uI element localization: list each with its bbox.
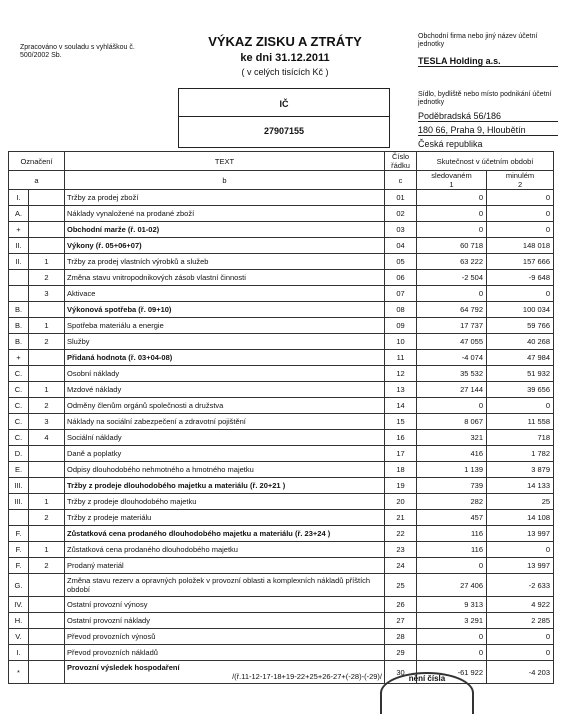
row-previous-value: 2 285 [487,613,554,629]
table-row [9,478,554,494]
row-previous-value: 148 018 [487,238,554,254]
row-line-number: 29 [385,645,417,661]
col-skutecnost-header: Skutečnost v účetním období [417,152,554,171]
row-mark: D. [9,446,29,462]
col-text-header: TEXT [65,152,385,171]
table-row [9,510,554,526]
row-mark: F. [9,542,29,558]
row-previous-value: 0 [487,645,554,661]
row-mark: B. [9,302,29,318]
row-sub: 2 [29,398,65,414]
table-row [9,318,554,334]
row-line-number: 09 [385,318,417,334]
row-sub [29,366,65,382]
row-sub [29,526,65,542]
col-cislo-header: Číslo řádku [385,152,417,171]
table-row [9,190,554,206]
row-sub: 1 [29,382,65,398]
row-text: Převod provozních výnosů [65,629,385,645]
row-text: Provozní výsledek hospodaření /(ř.11-12-17-18+19-22+25+26-27+(-28)-(-29)/ [65,661,385,684]
row-current-value: -2 504 [417,270,487,286]
row-previous-value: 40 268 [487,334,554,350]
row-text: Tržby za prodej zboží [65,190,385,206]
row-previous-value: 59 766 [487,318,554,334]
row-current-value: 3 291 [417,613,487,629]
row-text: Tržby z prodeje dlouhodobého majetku a materiálu (ř. 20+21 ) [65,478,385,494]
row-current-value: 0 [417,222,487,238]
table-row [9,382,554,398]
row-previous-value: 51 932 [487,366,554,382]
row-text: Výkonová spotřeba (ř. 09+10) [65,302,385,318]
col-sledovanem: sledovaném 1 [417,171,487,190]
row-previous-value: 13 997 [487,526,554,542]
row-line-number: 23 [385,542,417,558]
row-mark: III. [9,494,29,510]
row-current-value: 60 718 [417,238,487,254]
row-mark: * [9,661,29,684]
row-previous-value: 0 [487,629,554,645]
row-previous-value: 47 984 [487,350,554,366]
row-previous-value: 39 656 [487,382,554,398]
ic-box [178,88,390,148]
row-previous-value: 1 782 [487,446,554,462]
row-current-value: 0 [417,398,487,414]
row-previous-value: 100 034 [487,302,554,318]
row-text: Převod provozních nákladů [65,645,385,661]
row-previous-value: 11 558 [487,414,554,430]
row-current-value: 27 406 [417,574,487,597]
row-sub [29,597,65,613]
row-line-number: 18 [385,462,417,478]
row-line-number: 02 [385,206,417,222]
row-mark: C. [9,398,29,414]
row-mark: V. [9,629,29,645]
table-row [9,494,554,510]
table-row [9,542,554,558]
table-row [9,645,554,661]
row-line-number: 13 [385,382,417,398]
row-sub [29,350,65,366]
row-previous-value: 25 [487,494,554,510]
row-previous-value: 4 922 [487,597,554,613]
row-current-value: -61 922 [417,661,487,684]
row-text: Ostatní provozní náklady [65,613,385,629]
table-row [9,254,554,270]
row-mark: C. [9,414,29,430]
row-mark: III. [9,478,29,494]
row-current-value: 116 [417,526,487,542]
address-line-3: Česká republika [418,139,483,149]
row-current-value: 321 [417,430,487,446]
row-line-number: 03 [385,222,417,238]
row-previous-value: 0 [487,398,554,414]
row-text: Náklady na sociální zabezpečení a zdravotní pojištění [65,414,385,430]
table-row [9,597,554,613]
row-line-number: 28 [385,629,417,645]
row-sub [29,574,65,597]
row-line-number: 26 [385,597,417,613]
row-previous-value: 13 997 [487,558,554,574]
row-line-number: 08 [385,302,417,318]
row-text: Daně a poplatky [65,446,385,462]
row-sub [29,206,65,222]
row-text: Sociální náklady [65,430,385,446]
row-mark: E. [9,462,29,478]
row-previous-value: 0 [487,222,554,238]
row-current-value: 63 222 [417,254,487,270]
row-current-value: 0 [417,286,487,302]
row-mark: F. [9,526,29,542]
col-oznaceni-header: Označení [9,152,65,171]
row-current-value: 0 [417,206,487,222]
row-line-number: 21 [385,510,417,526]
row-current-value: 1 139 [417,462,487,478]
table-row [9,613,554,629]
ic-value: 27907155 [263,126,305,136]
table-row [9,629,554,645]
row-text: Zůstatková cena prodaného dlouhodobého majetku [65,542,385,558]
row-text: Prodaný materiál [65,558,385,574]
row-sub: 1 [29,254,65,270]
row-mark: IV. [9,597,29,613]
row-current-value: 35 532 [417,366,487,382]
row-text: Tržby za prodej vlastních výrobků a služeb [65,254,385,270]
table-row [9,414,554,430]
row-line-number: 14 [385,398,417,414]
table-row [9,526,554,542]
row-sub: 1 [29,318,65,334]
row-line-number: 20 [385,494,417,510]
row-mark: II. [9,238,29,254]
row-text: Aktivace [65,286,385,302]
row-sub: 2 [29,510,65,526]
row-mark: + [9,350,29,366]
row-text: Změna stavu rezerv a opravných položek v provozní oblasti a komplexních nákladů příštích období [65,574,385,597]
row-current-value: 116 [417,542,487,558]
row-current-value: 282 [417,494,487,510]
table-row [9,334,554,350]
row-sub: 1 [29,542,65,558]
row-text: Zůstatková cena prodaného dlouhodobého majetku a materiálu (ř. 23+24 ) [65,526,385,542]
report-date: ke dni 31.12.2011 [240,52,330,64]
row-previous-value: 14 133 [487,478,554,494]
row-sub: 2 [29,334,65,350]
row-current-value: 64 792 [417,302,487,318]
row-line-number: 22 [385,526,417,542]
row-previous-value: 0 [487,206,554,222]
table-row [9,350,554,366]
table-row [9,558,554,574]
row-line-number: 07 [385,286,417,302]
row-text: Odpisy dlouhodobého nehmotného a hmotného majetku [65,462,385,478]
row-line-number: 10 [385,334,417,350]
row-mark [9,510,29,526]
row-current-value: 416 [417,446,487,462]
row-mark: A. [9,206,29,222]
row-sub: 2 [29,558,65,574]
row-current-value: -4 074 [417,350,487,366]
row-line-number: 04 [385,238,417,254]
row-mark: G. [9,574,29,597]
row-current-value: 0 [417,629,487,645]
firm-name: TESLA Holding a.s. [418,56,558,67]
row-text: Tržby z prodeje materiálu [65,510,385,526]
row-previous-value: 718 [487,430,554,446]
row-mark: C. [9,430,29,446]
row-current-value: 27 144 [417,382,487,398]
report-unit: ( v celých tisících Kč ) [241,67,329,77]
row-mark: B. [9,318,29,334]
row-line-number: 16 [385,430,417,446]
row-mark: H. [9,613,29,629]
row-line-number: 12 [385,366,417,382]
row-current-value: 8 067 [417,414,487,430]
income-statement-table [8,151,554,684]
row-line-number: 30 [385,661,417,684]
sub-b: b [65,171,385,190]
row-text: Služby [65,334,385,350]
table-row [9,286,554,302]
row-text: Spotřeba materiálu a energie [65,318,385,334]
row-sub [29,645,65,661]
row-line-number: 05 [385,254,417,270]
row-previous-value: 0 [487,190,554,206]
legal-note: Zpracováno v souladu s vyhláškou č. 500/2002 Sb. [20,44,135,59]
firm-label: Obchodní firma nebo jiný název účetní jednotky [418,33,538,48]
row-sub [29,478,65,494]
row-sub [29,190,65,206]
row-mark: + [9,222,29,238]
row-current-value: 47 055 [417,334,487,350]
row-sub [29,238,65,254]
row-sub [29,302,65,318]
row-line-number: 19 [385,478,417,494]
row-text: Náklady vynaložené na prodané zboží [65,206,385,222]
row-mark [9,286,29,302]
table-row [9,661,554,684]
row-line-number: 17 [385,446,417,462]
row-line-number: 25 [385,574,417,597]
row-line-number: 01 [385,190,417,206]
stamp: nění čísla [380,672,474,714]
row-current-value: 0 [417,645,487,661]
address-label: Sídlo, bydliště nebo místo podnikání účetní jednotky [418,91,552,106]
row-text: Mzdové náklady [65,382,385,398]
row-mark: F. [9,558,29,574]
sub-c: c [385,171,417,190]
table-header-row [9,152,554,171]
row-mark: B. [9,334,29,350]
row-current-value: 0 [417,190,487,206]
row-sub [29,629,65,645]
ic-label: IČ [279,99,289,109]
row-current-value: 0 [417,558,487,574]
row-previous-value: 0 [487,286,554,302]
row-sub [29,661,65,684]
row-text: Tržby z prodeje dlouhodobého majetku [65,494,385,510]
row-mark: II. [9,254,29,270]
ic-divider [179,116,389,117]
row-line-number: 27 [385,613,417,629]
table-row [9,238,554,254]
row-text: Přidaná hodnota (ř. 03+04-08) [65,350,385,366]
table-row [9,222,554,238]
table-row [9,206,554,222]
table-row [9,462,554,478]
row-previous-value: 0 [487,542,554,558]
row-previous-value: -4 203 [487,661,554,684]
table-row [9,574,554,597]
row-text: Ostatní provozní výnosy [65,597,385,613]
table-row [9,302,554,318]
col-minulem: minulém 2 [487,171,554,190]
row-text: Výkony (ř. 05+06+07) [65,238,385,254]
row-current-value: 17 737 [417,318,487,334]
row-sub: 3 [29,414,65,430]
row-sub: 3 [29,286,65,302]
table-row [9,430,554,446]
address-line-2: 180 66, Praha 9, Hloubětín [418,125,558,136]
row-text: Osobní náklady [65,366,385,382]
row-current-value: 9 313 [417,597,487,613]
row-text: Odměny členům orgánů společnosti a družstva [65,398,385,414]
row-sub [29,613,65,629]
row-sub [29,446,65,462]
table-row [9,446,554,462]
row-previous-value: 14 108 [487,510,554,526]
table-row [9,398,554,414]
table-row [9,366,554,382]
address-line-1: Poděbradská 56/186 [418,111,558,122]
row-sub [29,462,65,478]
table-row [9,270,554,286]
sub-a: a [9,171,65,190]
row-previous-value: 157 666 [487,254,554,270]
row-sub: 2 [29,270,65,286]
row-mark: I. [9,190,29,206]
row-text: Obchodní marže (ř. 01-02) [65,222,385,238]
row-mark: C. [9,382,29,398]
row-line-number: 06 [385,270,417,286]
row-current-value: 457 [417,510,487,526]
row-sub: 4 [29,430,65,446]
row-text: Změna stavu vnitropodnikových zásob vlastní činnosti [65,270,385,286]
row-previous-value: 3 879 [487,462,554,478]
row-line-number: 11 [385,350,417,366]
row-line-number: 24 [385,558,417,574]
row-line-number: 15 [385,414,417,430]
row-mark: I. [9,645,29,661]
row-sub: 1 [29,494,65,510]
row-previous-value: -2 633 [487,574,554,597]
row-previous-value: -9 648 [487,270,554,286]
row-mark: C. [9,366,29,382]
row-current-value: 739 [417,478,487,494]
row-sub [29,222,65,238]
report-title: VÝKAZ ZISKU A ZTRÁTY [208,34,362,49]
table-subheader-row [9,171,554,190]
row-mark [9,270,29,286]
